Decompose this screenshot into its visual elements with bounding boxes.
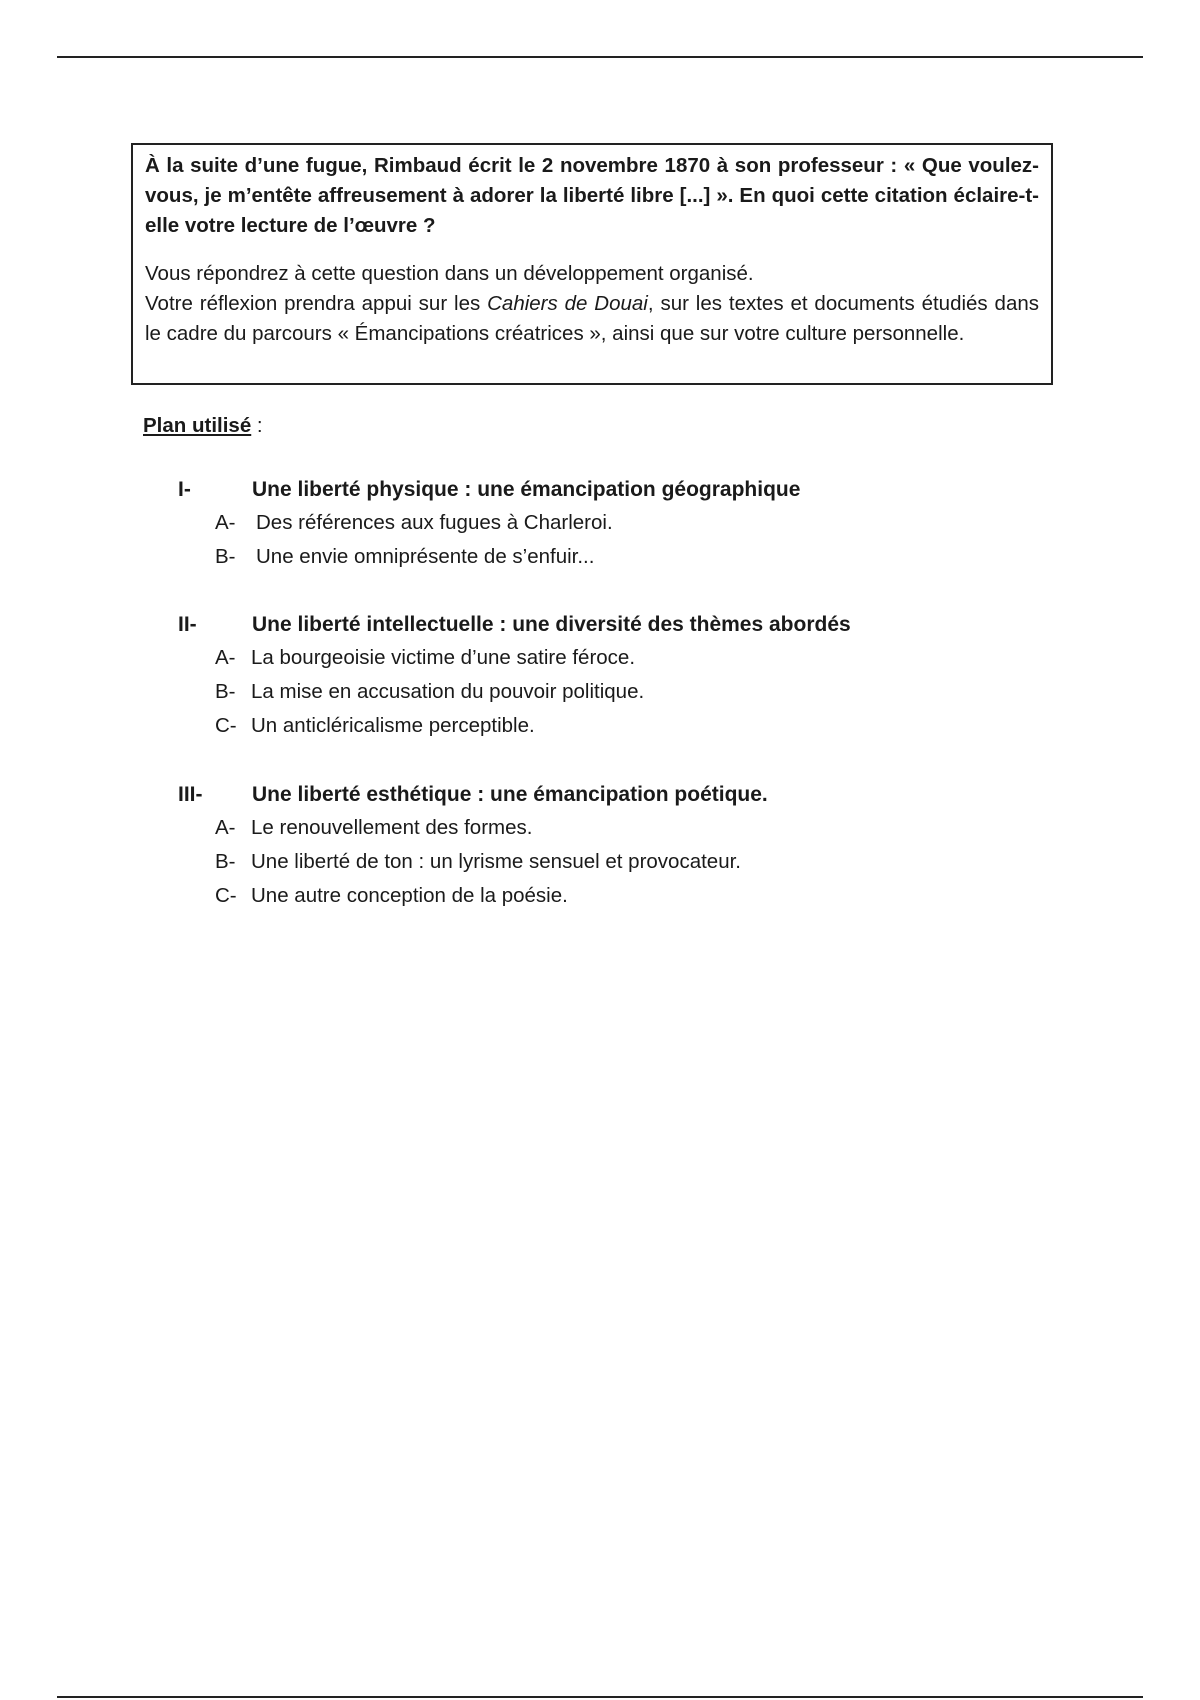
subpoint-text: Une liberté de ton : un lyrisme sensuel et provocateur.	[251, 850, 741, 873]
essay-prompt-box	[131, 143, 1053, 385]
subpoint	[178, 811, 1078, 845]
essay-instructions	[145, 259, 1039, 349]
subpoint-text: La bourgeoisie victime d’une satire féroce.	[251, 646, 636, 669]
subpoint-text: Un anticléricalisme perceptible.	[251, 714, 535, 737]
subpoint-letter: A-	[215, 646, 236, 669]
section-number: III-	[178, 783, 203, 806]
subpoint-text: Une autre conception de la poésie.	[251, 884, 568, 907]
subpoint-letter: A-	[215, 816, 236, 839]
section-number: II-	[178, 613, 197, 636]
subpoint-text: Le renouvellement des formes.	[251, 816, 533, 839]
subpoint	[178, 845, 1078, 879]
instruction-line-1: Vous répondrez à cette question dans un développement organisé.	[145, 262, 754, 285]
subpoint-letter: B-	[215, 545, 236, 568]
plan-section-1	[178, 474, 1078, 574]
section-number: I-	[178, 478, 191, 501]
subpoint	[178, 675, 1078, 709]
section-title-text: Une liberté intellectuelle : une diversité des thèmes abordés	[252, 613, 851, 636]
subpoint-text: Une envie omniprésente de s’enfuir...	[256, 545, 595, 568]
subpoint	[178, 879, 1078, 913]
work-title: Cahiers de Douai	[487, 292, 648, 315]
section-title-text: Une liberté esthétique : une émancipation poétique.	[252, 783, 768, 806]
subpoint	[178, 709, 1078, 743]
section-title	[178, 609, 1078, 641]
plan-section-2	[178, 609, 1078, 743]
section-title	[178, 474, 1078, 506]
subpoint-letter: B-	[215, 850, 236, 873]
subpoint-letter: A-	[215, 511, 236, 534]
plan-heading	[143, 414, 263, 438]
subpoint	[178, 540, 1078, 574]
header-rule	[57, 56, 1143, 58]
plan-heading-colon: :	[251, 414, 263, 437]
essay-question: À la suite d’une fugue, Rimbaud écrit le 2 novembre 1870 à son professeur : « Que voulez-vous, je m’entête affreusement à adorer la liberté libre [...] ». En quoi cette citation éclaire-t-elle votre lecture de l’œuvre ?	[145, 154, 1039, 237]
section-title-text: Une liberté physique : une émancipation géographique	[252, 478, 801, 501]
instruction-line-2	[145, 289, 1039, 349]
section-title	[178, 779, 1078, 811]
subpoint-letter: C-	[215, 884, 237, 907]
instruction-2-before: Votre réflexion prendra appui sur les	[145, 292, 488, 315]
subpoint	[178, 506, 1078, 540]
instruction-2-after: , sur les textes et documents étudiés dans le cadre du parcours « Émancipations créatrices », ainsi que sur votre culture personnelle.	[145, 292, 1040, 345]
subpoint-text: Des références aux fugues à Charleroi.	[256, 511, 613, 534]
plan-heading-label: Plan utilisé	[143, 414, 252, 437]
subpoint-text: La mise en accusation du pouvoir politique.	[251, 680, 645, 703]
footer-rule	[57, 1696, 1143, 1698]
subpoint-letter: C-	[215, 714, 237, 737]
subpoint	[178, 641, 1078, 675]
plan-section-3	[178, 779, 1078, 913]
subpoint-letter: B-	[215, 680, 236, 703]
